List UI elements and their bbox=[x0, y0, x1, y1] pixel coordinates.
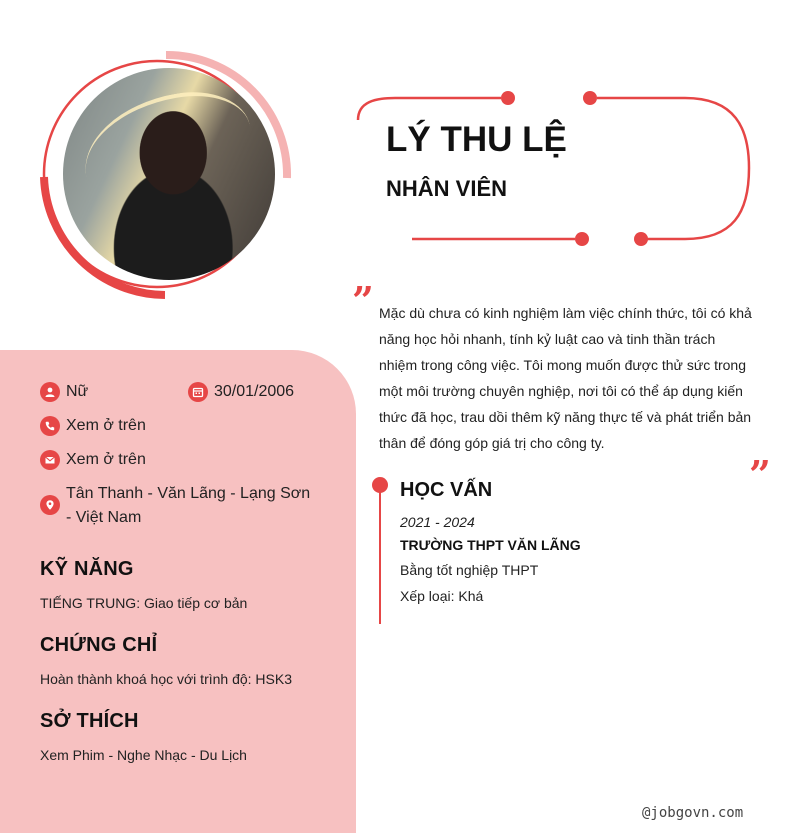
hobbies-text: Xem Phim - Nghe Nhạc - Du Lịch bbox=[40, 747, 247, 763]
phone-value: Xem ở trên bbox=[66, 417, 146, 434]
education-timeline-line bbox=[379, 484, 381, 624]
certificates-text: Hoàn thành khoá học với trình độ: HSK3 bbox=[40, 671, 292, 687]
skills-text: TIẾNG TRUNG: Giao tiếp cơ bản bbox=[40, 595, 248, 611]
calendar-icon bbox=[188, 382, 208, 402]
open-quote-icon: ” bbox=[352, 278, 374, 323]
hobbies-title: SỞ THÍCH bbox=[40, 710, 139, 732]
summary-text: Mặc dù chưa có kinh nghiệm làm việc chính thức, tôi có khả năng học hỏi nhanh, tính kỷ luật cao và tinh thần trách nhiệm trong công việc. Tôi mong muốn được thử sức trong một môi trường chuyên nghiệp, nơi tôi có thể áp dụng kiến thức đã học, trau dồi thêm kỹ năng thực tế và phát triển bản thân để đóng góp giá trị cho công ty. bbox=[379, 305, 752, 451]
gender-row bbox=[40, 380, 88, 404]
avatar-background-light bbox=[75, 82, 262, 220]
mail-icon bbox=[40, 450, 60, 470]
footer-website: @jobgovn.com bbox=[642, 805, 744, 821]
education-school: TRƯỜNG THPT VĂN LÃNG bbox=[400, 537, 581, 553]
phone-icon bbox=[40, 416, 60, 436]
education-degree: Bằng tốt nghiệp THPT bbox=[400, 562, 539, 578]
address-row bbox=[40, 482, 320, 530]
skills-title: KỸ NĂNG bbox=[40, 558, 134, 580]
birthdate-row bbox=[188, 380, 294, 404]
education-timeline-dot bbox=[372, 477, 388, 493]
email-row bbox=[40, 448, 146, 472]
education-years: 2021 - 2024 bbox=[400, 514, 475, 530]
user-icon bbox=[40, 382, 60, 402]
phone-row bbox=[40, 414, 146, 438]
certificates-title: CHỨNG CHỈ bbox=[40, 634, 158, 656]
address-value: Tân Thanh - Văn Lãng - Lạng Sơn - Việt Nam bbox=[66, 485, 311, 526]
name-frame-decoration bbox=[355, 88, 755, 248]
birthdate-value: 30/01/2006 bbox=[214, 383, 295, 400]
person-name: LÝ THU LỆ bbox=[386, 120, 567, 159]
education-title: HỌC VẤN bbox=[400, 479, 493, 501]
email-value: Xem ở trên bbox=[66, 451, 146, 468]
education-grade: Xếp loại: Khá bbox=[400, 588, 484, 604]
job-title: NHÂN VIÊN bbox=[386, 176, 508, 201]
close-quote-icon: ” bbox=[749, 452, 771, 497]
avatar-photo bbox=[63, 68, 275, 280]
location-pin-icon bbox=[40, 495, 60, 515]
gender-value: Nữ bbox=[66, 383, 89, 400]
